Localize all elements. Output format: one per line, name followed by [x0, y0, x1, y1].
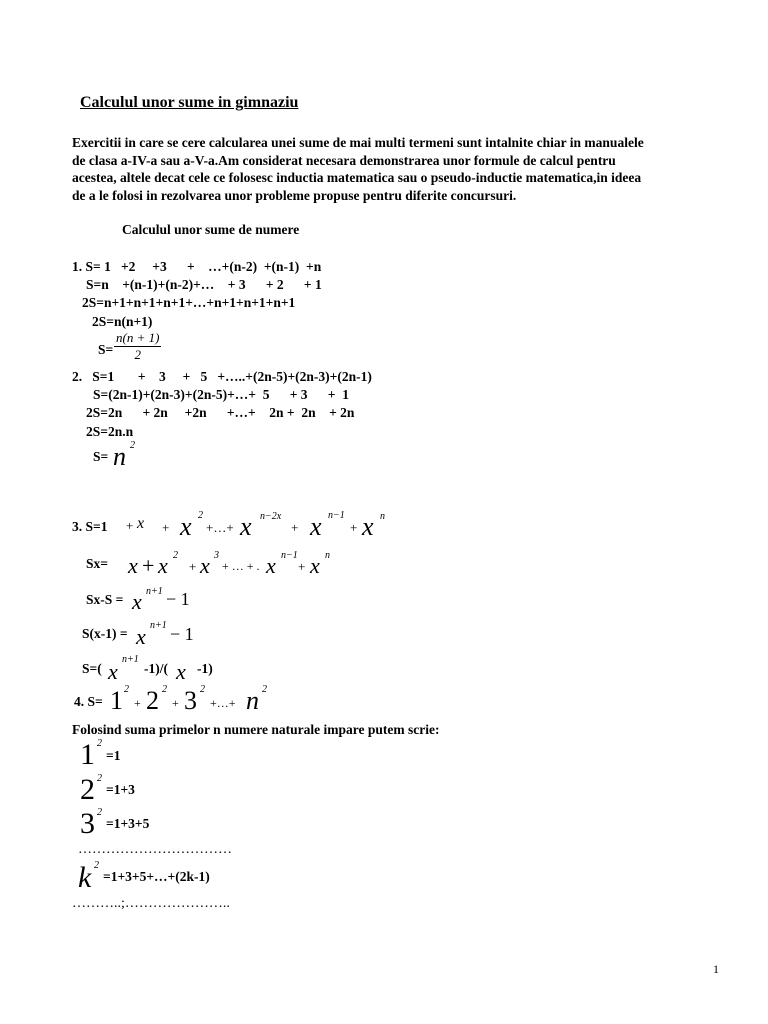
x-var: x [310, 512, 322, 541]
n-var: n [246, 686, 259, 715]
k-var: k [78, 861, 92, 894]
intro-line: Exercitii in care se cere calcularea unei sume de mai multi termeni sunt intalnite chiar in manualele [72, 135, 644, 150]
digit-three: 3 [80, 807, 95, 840]
plus-sign: + [134, 696, 141, 710]
exp-n: n [380, 511, 385, 522]
x-var: x [180, 512, 192, 541]
fraction-numerator: n(n + 1) [116, 330, 160, 345]
s-final-label: S=( [82, 661, 102, 676]
ex1-line4: 2S=n(n+1) [92, 314, 153, 329]
s-x-1-label: S(x-1) = [82, 626, 128, 641]
intro-line: de clasa a-IV-a sau a-V-a.Am considerat necesara demonstrarea unor formule de calcul pentru [72, 152, 616, 168]
ellipsis-plus: + … + . [222, 559, 260, 573]
intro-line: de a le folosi in rezolvarea unor probleme propuse pentru diferite concursuri. [72, 187, 517, 203]
s-final-end: -1) [197, 661, 213, 676]
ex2-line4: 2S=2n.n [86, 424, 134, 439]
dotted-line: …………………………… [78, 842, 232, 857]
ellipsis-plus: +…+ [206, 520, 234, 535]
plus-sign: + [298, 559, 306, 574]
section-title: Calculul unor sume de numere [122, 222, 300, 237]
x-var: x [176, 659, 186, 684]
x-var: x [128, 553, 138, 578]
ellipsis-plus: +…+ [210, 696, 236, 710]
ex1-line2: S=n +(n-1)+(n-2)+… + 3 + 2 + 1 [86, 277, 322, 292]
exp-2: 2 [198, 510, 203, 521]
ex4-row-k: =1+3+5+…+(2k-1) [103, 869, 210, 884]
x-var: x [137, 515, 145, 532]
ex4-row3: =1+3+5 [106, 816, 150, 831]
exp-n-plus-1: n+1 [146, 586, 163, 597]
exp-n: n [325, 550, 330, 561]
ex1-line1: 1. S= 1 +2 +3 + …+(n-2) +(n-1) +n [72, 259, 322, 274]
x-var: x [136, 624, 146, 649]
intro-paragraph [72, 134, 752, 204]
digit-one: 1 [110, 686, 123, 715]
intro-line: acestea, altele decat cele ce folosesc inductia matematica sau o pseudo-inductie matematica,in ideea [72, 170, 642, 185]
ex2-exp: 2 [130, 440, 135, 451]
plus-sign: + [291, 520, 299, 535]
exp-2: 2 [162, 684, 167, 695]
exp-3: 3 [214, 550, 219, 561]
ex2-s-label: S= [93, 449, 109, 464]
ex4-label: 4. S= [74, 694, 103, 709]
ex4-sentence: Folosind suma primelor n numere naturale impare putem scrie: [72, 722, 440, 737]
ex4-row2: =1+3 [106, 782, 135, 797]
x-var: x [132, 589, 142, 614]
ex2-line2: S=(2n-1)+(2n-3)+(2n-5)+…+ 5 + 3 + 1 [93, 387, 349, 402]
sx-label: Sx= [86, 556, 108, 571]
dotted-line: ………..;………………….. [72, 896, 230, 911]
digit-three: 3 [184, 686, 197, 715]
document-title: Calculul unor sume in gimnaziu [80, 94, 299, 111]
exp-2: 2 [94, 860, 99, 871]
plus-sign: + [350, 520, 358, 535]
x-var: x [108, 659, 118, 684]
digit-two: 2 [80, 773, 95, 806]
exp-n-plus-1: n+1 [122, 654, 139, 665]
ex1-s-label: S= [98, 342, 114, 357]
ex4-row1: =1 [106, 748, 121, 763]
s-final-mid: -1)/( [144, 661, 168, 676]
x-var: x [362, 512, 374, 541]
minus-one: − 1 [166, 589, 190, 609]
x-var: x [240, 512, 252, 541]
ex3-label: 3. S=1 [72, 519, 108, 534]
exp-n-1: n−1 [328, 510, 345, 521]
ex2-line1: 2. S=1 + 3 + 5 +…..+(2n-5)+(2n-3)+(2n-1) [72, 369, 372, 384]
exp-2: 2 [262, 684, 267, 695]
exp-2: 2 [97, 738, 102, 749]
fraction-denominator: 2 [134, 347, 141, 362]
sx-s-label: Sx-S = [86, 592, 124, 607]
exp-2: 2 [124, 684, 129, 695]
x-var: x [158, 553, 168, 578]
exp-n-2x: n−2x [260, 511, 282, 522]
plus-sign: + [162, 520, 170, 535]
x-var: x [310, 553, 320, 578]
digit-two: 2 [146, 686, 159, 715]
digit-one: 1 [80, 738, 95, 771]
exp-n-plus-1: n+1 [150, 620, 167, 631]
ex1-line3: 2S=n+1+n+1+n+1+…+n+1+n+1+n+1 [82, 295, 296, 310]
ex1-fraction [114, 330, 161, 363]
exp-2: 2 [97, 807, 102, 818]
exp-2: 2 [97, 773, 102, 784]
minus-one: − 1 [170, 624, 194, 644]
ex2-n: n [113, 442, 126, 471]
exp-2: 2 [173, 550, 178, 561]
exp-2: 2 [200, 684, 205, 695]
plus-sign: + [142, 553, 155, 578]
plus-sign: + [126, 518, 134, 533]
plus-sign: + [172, 696, 179, 710]
plus-sign: + [189, 559, 197, 574]
x-var: x [266, 553, 276, 578]
ex2-line3: 2S=2n + 2n +2n +…+ 2n + 2n + 2n [86, 405, 355, 420]
x-var: x [200, 553, 210, 578]
page-number: 1 [713, 962, 719, 976]
exp-n-1: n−1 [281, 550, 298, 561]
